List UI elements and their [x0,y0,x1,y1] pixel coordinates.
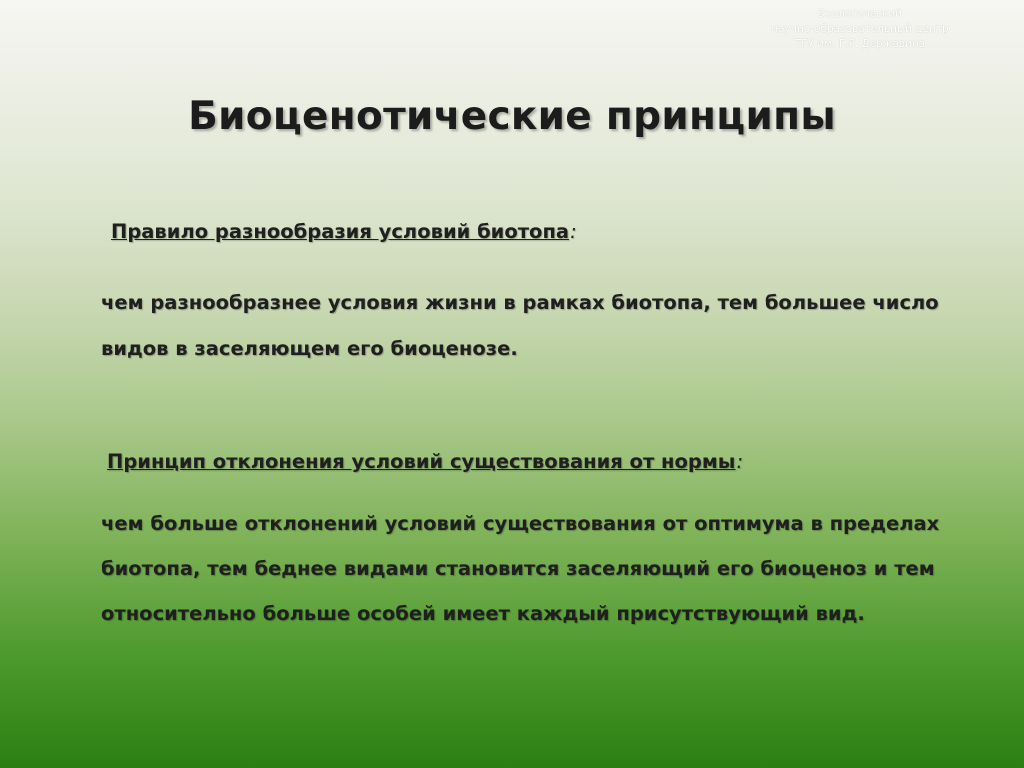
slide-title: Биоценотические принципы [188,94,836,139]
rule-1-line-2: видов в заселяющем его биоценозе. [101,337,518,360]
rule-2-heading-colon: : [736,450,744,473]
rule-2-heading [107,450,743,473]
rule-1-heading [111,220,577,243]
rule-2-line-3: относительно больше особей имеет каждый присутствующий вид. [101,602,865,625]
rule-1-heading-colon: : [570,220,577,243]
rule-2-line-1: чем больше отклонений условий существования от оптимума в пределах [101,512,940,535]
rule-1-line-1: чем разнообразнее условия жизни в рамках биотопа, тем большее число [101,291,939,314]
organization-label [730,7,990,52]
rule-2-heading-text: Принцип отклонения условий существования от нормы [107,450,736,473]
rule-1-description [101,280,981,372]
rule-2-line-2: биотопа, тем беднее видами становится заселяющий его биоценоз и тем [101,557,935,580]
rule-1-heading-text: Правило разнообразия условий биотопа [111,220,570,243]
rule-2-description [101,501,981,636]
organization-line-3: ТГУ им. Г.Р. Державина [794,38,926,50]
organization-line-2: научно-образовательный центр [771,23,949,35]
organization-line-1: Экологический [818,8,902,20]
